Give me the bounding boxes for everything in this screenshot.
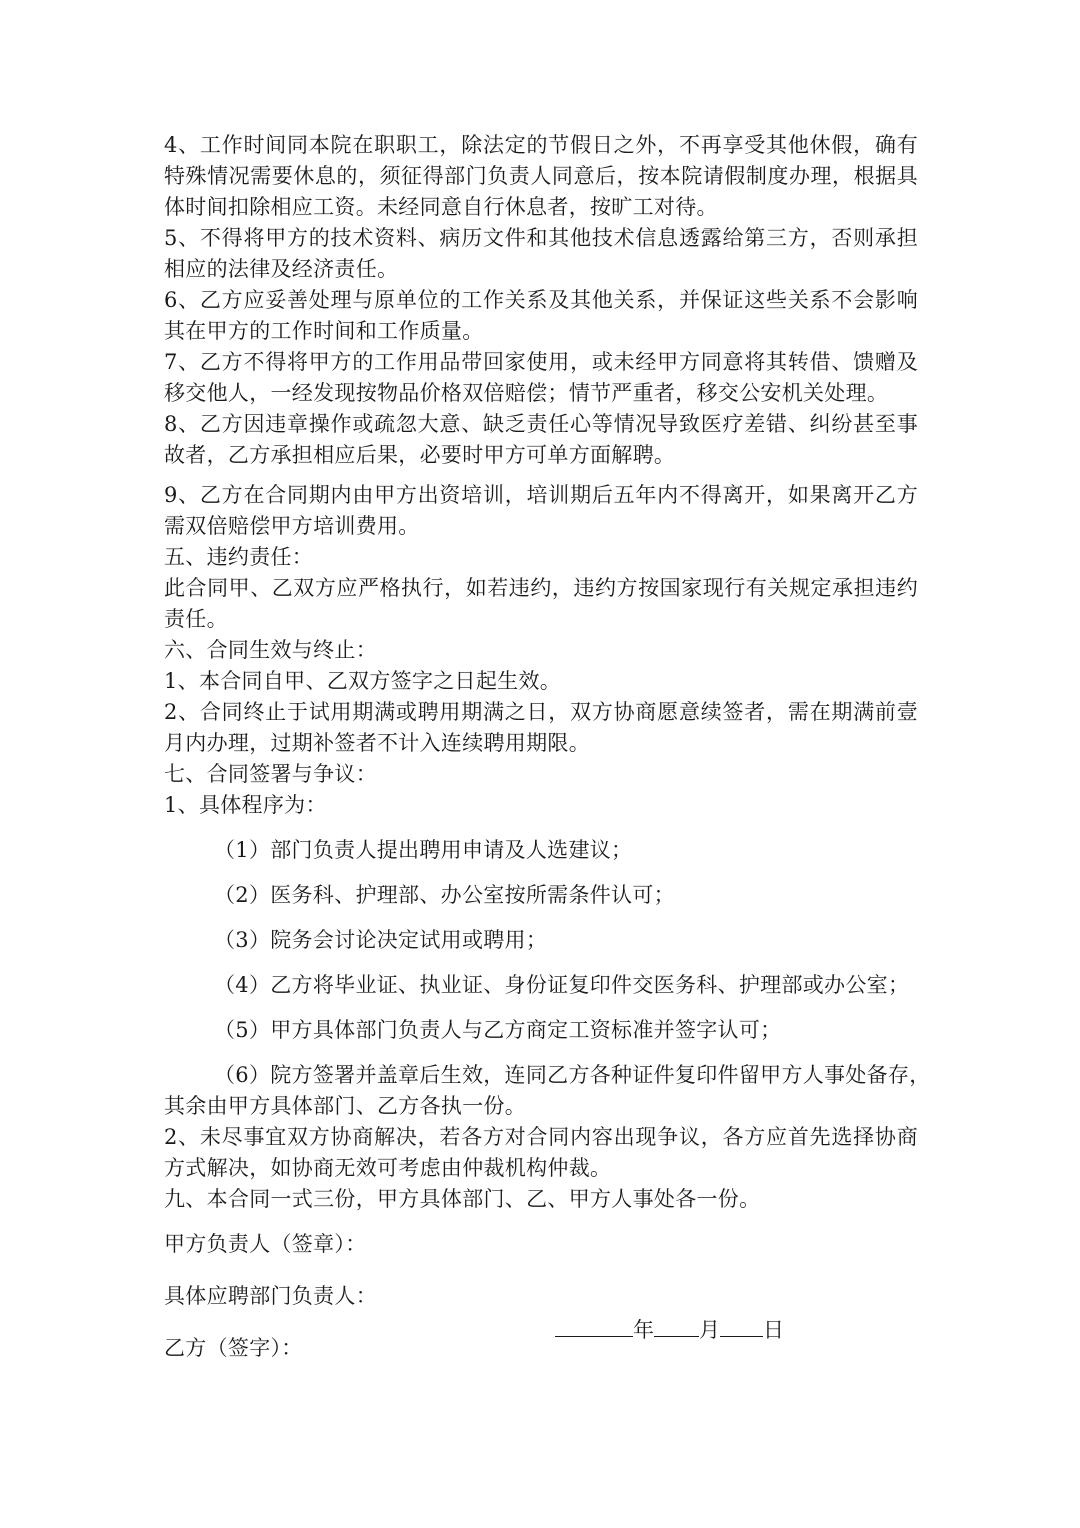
section-5-line-2: 责任。 — [164, 607, 228, 631]
year-blank — [555, 1314, 633, 1337]
clause-9-line-2: 需双倍赔偿甲方培训费用。 — [164, 514, 420, 538]
procedure-step-6-line-1: （6）院方签署并盖章后生效，连同乙方各种证件复印件留甲方人事处备存， — [214, 1063, 931, 1087]
day-label: 日 — [763, 1318, 784, 1342]
month-label: 月 — [699, 1318, 720, 1342]
year-label: 年 — [633, 1318, 654, 1342]
clause-7-line-2: 移交他人，一经发现按物品价格双倍赔偿；情节严重者，移交公安机关处理。 — [164, 381, 889, 405]
section-9-text: 九、本合同一式三份，甲方具体部门、乙、甲方人事处各一份。 — [164, 1187, 761, 1211]
section-7-heading: 七、合同签署与争议： — [164, 762, 377, 786]
section-7-item-2-line-1: 2、未尽事宜双方协商解决，若各方对合同内容出现争议，各方应首先选择协商 — [164, 1125, 918, 1149]
clause-5-line-1: 5、不得将甲方的技术资料、病历文件和其他技术信息透露给第三方，否则承担 — [164, 226, 918, 250]
section-6-item-1: 1、本合同自甲、乙双方签字之日起生效。 — [164, 669, 562, 693]
signature-party-b: 乙方（签字）： — [164, 1336, 303, 1360]
procedure-step-2: （2）医务科、护理部、办公室按所需条件认可； — [214, 883, 675, 907]
clause-9-line-1: 9、乙方在合同期内由甲方出资培训，培训期后五年内不得离开，如果离开乙方 — [164, 483, 918, 507]
date-line — [555, 1314, 784, 1346]
clause-6-line-2: 其在甲方的工作时间和工作质量。 — [164, 319, 484, 343]
procedure-step-6-line-2: 其余由甲方具体部门、乙方各执一份。 — [164, 1094, 527, 1118]
section-5-line-1: 此合同甲、乙双方应严格执行，如若违约，违约方按国家现行有关规定承担违约 — [164, 576, 918, 600]
section-6-item-2-line-1: 2、合同终止于试用期满或聘用期满之日，双方协商愿意续签者，需在期满前壹 — [164, 700, 918, 724]
clause-5-line-2: 相应的法律及经济责任。 — [164, 257, 399, 281]
clause-7-line-1: 7、乙方不得将甲方的工作用品带回家使用，或未经甲方同意将其转借、馈赠及 — [164, 350, 918, 374]
procedure-step-1: （1）部门负责人提出聘用申请及人选建议； — [214, 838, 633, 862]
month-blank — [654, 1314, 699, 1337]
clause-8-line-2: 故者，乙方承担相应后果，必要时甲方可单方面解聘。 — [164, 443, 676, 467]
clause-6-line-1: 6、乙方应妥善处理与原单位的工作关系及其他关系，并保证这些关系不会影响 — [164, 288, 918, 312]
section-6-heading: 六、合同生效与终止： — [164, 638, 377, 662]
procedure-step-3: （3）院务会讨论决定试用或聘用； — [214, 928, 548, 952]
contract-page — [164, 130, 931, 1364]
day-blank — [720, 1314, 763, 1337]
section-7-item-1: 1、具体程序为： — [164, 793, 327, 817]
clause-4-line-1: 4、工作时间同本院在职职工，除法定的节假日之外，不再享受其他休假，确有 — [164, 133, 918, 157]
section-7-item-2-line-2: 方式解决，如协商无效可考虑由仲裁机构仲裁。 — [164, 1156, 612, 1180]
procedure-step-4: （4）乙方将毕业证、执业证、身份证复印件交医务科、护理部或办公室； — [214, 973, 910, 997]
section-6-item-2-line-2: 月内办理，过期补签者不计入连续聘用期限。 — [164, 731, 590, 755]
procedure-step-5: （5）甲方具体部门负责人与乙方商定工资标准并签字认可； — [214, 1018, 782, 1042]
section-5-heading: 五、违约责任： — [164, 545, 314, 569]
clause-8-line-1: 8、乙方因违章操作或疏忽大意、缺乏责任心等情况导致医疗差错、纠纷甚至事 — [164, 412, 918, 436]
clause-4-line-2: 特殊情况需要休息的，须征得部门负责人同意后，按本院请假制度办理，根据具 — [164, 164, 918, 188]
clause-4-line-3: 体时间扣除相应工资。未经同意自行休息者，按旷工对待。 — [164, 195, 718, 219]
signature-department-head: 具体应聘部门负责人： — [164, 1284, 377, 1308]
signature-party-a: 甲方负责人（签章）： — [164, 1232, 367, 1256]
